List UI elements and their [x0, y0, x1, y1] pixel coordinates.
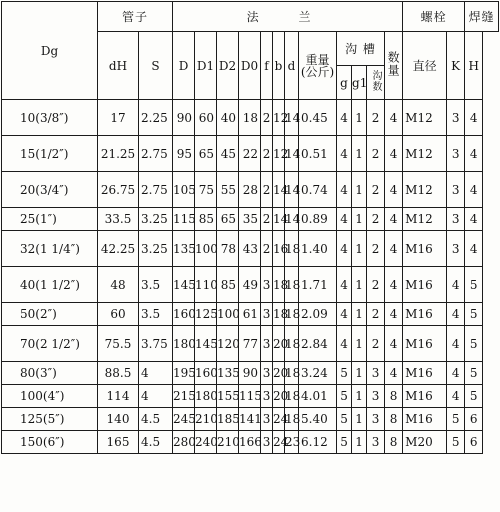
cell-g1: 1: [352, 303, 367, 326]
cell-D: 105: [173, 172, 195, 208]
cell-g: 5: [337, 385, 352, 408]
table-row: [2, 267, 499, 303]
cell-D: 195: [173, 362, 195, 385]
cell-qty: 8: [385, 408, 403, 431]
cell-qty: 8: [385, 431, 403, 454]
cell-D1: 60: [195, 100, 217, 136]
cell-dg: 25(1″): [2, 208, 98, 231]
cell-g: 4: [337, 208, 352, 231]
cell-dH: 75.5: [98, 326, 139, 362]
cell-grooves: 3: [367, 362, 385, 385]
cell-D0: 43: [239, 231, 261, 267]
cell-D0: 22: [239, 136, 261, 172]
cell-grooves: 3: [367, 431, 385, 454]
cell-f: 3: [261, 385, 273, 408]
cell-d: 18: [285, 385, 299, 408]
cell-H: 4: [465, 136, 483, 172]
cell-D2: 155: [217, 385, 239, 408]
col-g1: g1: [352, 66, 367, 100]
cell-D2: 40: [217, 100, 239, 136]
table-row: [2, 208, 499, 231]
cell-H: 4: [465, 208, 483, 231]
pipe-group-header: 管子: [98, 2, 173, 32]
cell-D1: 75: [195, 172, 217, 208]
cell-b: 14: [273, 208, 285, 231]
col-bolt-qty: 数量: [385, 32, 403, 100]
cell-g1: 1: [352, 408, 367, 431]
cell-K: 3: [447, 172, 465, 208]
cell-D2: 65: [217, 208, 239, 231]
cell-b: 20: [273, 362, 285, 385]
col-D1: D1: [195, 32, 217, 100]
cell-S: 2.75: [139, 136, 173, 172]
cell-dg: 125(5″): [2, 408, 98, 431]
cell-g: 5: [337, 408, 352, 431]
cell-K: 3: [447, 208, 465, 231]
cell-S: 4.5: [139, 408, 173, 431]
cell-g1: 1: [352, 326, 367, 362]
cell-f: 3: [261, 431, 273, 454]
cell-D0: 49: [239, 267, 261, 303]
col-bolt-dia: 直径: [403, 32, 447, 100]
cell-dia: M12: [403, 172, 447, 208]
cell-S: 4: [139, 362, 173, 385]
cell-qty: 4: [385, 267, 403, 303]
cell-f: 2: [261, 100, 273, 136]
cell-D1: 180: [195, 385, 217, 408]
cell-D: 160: [173, 303, 195, 326]
cell-g: 4: [337, 136, 352, 172]
cell-H: 6: [465, 408, 483, 431]
cell-qty: 4: [385, 326, 403, 362]
table-row: [2, 362, 499, 385]
cell-D1: 125: [195, 303, 217, 326]
cell-S: 3.5: [139, 303, 173, 326]
cell-qty: 4: [385, 362, 403, 385]
cell-D: 215: [173, 385, 195, 408]
table-row: [2, 431, 499, 454]
cell-b: 18: [273, 267, 285, 303]
cell-dg: 80(3″): [2, 362, 98, 385]
cell-D: 90: [173, 100, 195, 136]
table-row: [2, 408, 499, 431]
cell-K: 3: [447, 136, 465, 172]
cell-dg: 15(1/2″): [2, 136, 98, 172]
col-f: f: [261, 32, 273, 100]
cell-weight: 0.51: [299, 136, 337, 172]
cell-d: 18: [285, 326, 299, 362]
cell-g: 4: [337, 172, 352, 208]
cell-weight: 0.74: [299, 172, 337, 208]
cell-dH: 21.25: [98, 136, 139, 172]
cell-d: 14: [285, 172, 299, 208]
col-D2: D2: [217, 32, 239, 100]
cell-weight: 4.01: [299, 385, 337, 408]
cell-f: 2: [261, 172, 273, 208]
cell-H: 5: [465, 267, 483, 303]
cell-D0: 28: [239, 172, 261, 208]
col-D: D: [173, 32, 195, 100]
cell-H: 5: [465, 326, 483, 362]
cell-D1: 65: [195, 136, 217, 172]
cell-H: 6: [465, 431, 483, 454]
cell-weight: 0.45: [299, 100, 337, 136]
cell-d: 18: [285, 408, 299, 431]
cell-f: 3: [261, 326, 273, 362]
weld-group-header: 焊缝: [465, 2, 499, 32]
cell-b: 14: [273, 172, 285, 208]
cell-weight: 1.40: [299, 231, 337, 267]
cell-dia: M16: [403, 231, 447, 267]
cell-D0: 90: [239, 362, 261, 385]
cell-D2: 78: [217, 231, 239, 267]
flange-dimension-table: [1, 1, 499, 454]
cell-f: 2: [261, 136, 273, 172]
cell-D0: 141: [239, 408, 261, 431]
cell-g1: 1: [352, 172, 367, 208]
cell-H: 5: [465, 362, 483, 385]
cell-grooves: 2: [367, 208, 385, 231]
cell-dg: 10(3/8″): [2, 100, 98, 136]
cell-b: 12: [273, 136, 285, 172]
cell-f: 3: [261, 408, 273, 431]
cell-weight: 3.24: [299, 362, 337, 385]
cell-g: 4: [337, 231, 352, 267]
dg-header: Dg: [2, 2, 98, 100]
cell-S: 4.5: [139, 431, 173, 454]
cell-D0: 77: [239, 326, 261, 362]
cell-K: 3: [447, 100, 465, 136]
cell-g1: 1: [352, 231, 367, 267]
cell-g1: 1: [352, 267, 367, 303]
cell-dg: 32(1 1/4″): [2, 231, 98, 267]
cell-K: 4: [447, 362, 465, 385]
cell-d: 23: [285, 431, 299, 454]
cell-H: 4: [465, 172, 483, 208]
cell-b: 20: [273, 326, 285, 362]
cell-g1: 1: [352, 136, 367, 172]
cell-H: 4: [465, 231, 483, 267]
cell-D2: 185: [217, 408, 239, 431]
cell-f: 3: [261, 303, 273, 326]
cell-dH: 17: [98, 100, 139, 136]
cell-D: 280: [173, 431, 195, 454]
col-K: K: [447, 32, 465, 100]
cell-dH: 140: [98, 408, 139, 431]
cell-d: 18: [285, 231, 299, 267]
cell-K: 5: [447, 431, 465, 454]
col-H: H: [465, 32, 483, 100]
cell-S: 3.75: [139, 326, 173, 362]
table-row: [2, 172, 499, 208]
cell-D0: 115: [239, 385, 261, 408]
cell-S: 4: [139, 385, 173, 408]
col-groove-count: 沟数: [367, 66, 385, 100]
cell-weight: 5.40: [299, 408, 337, 431]
cell-g1: 1: [352, 385, 367, 408]
cell-g: 4: [337, 326, 352, 362]
cell-d: 14: [285, 208, 299, 231]
cell-b: 24: [273, 408, 285, 431]
cell-grooves: 2: [367, 267, 385, 303]
table-row: [2, 385, 499, 408]
cell-D2: 100: [217, 303, 239, 326]
col-g: g: [337, 66, 352, 100]
cell-d: 14: [285, 136, 299, 172]
cell-K: 5: [447, 408, 465, 431]
cell-f: 2: [261, 208, 273, 231]
cell-b: 24: [273, 431, 285, 454]
table-row: [2, 303, 499, 326]
cell-dia: M20: [403, 431, 447, 454]
cell-dia: M16: [403, 326, 447, 362]
bolt-group-header: 螺栓: [403, 2, 465, 32]
cell-b: 18: [273, 303, 285, 326]
cell-weight: 6.12: [299, 431, 337, 454]
cell-g1: 1: [352, 100, 367, 136]
cell-dia: M12: [403, 208, 447, 231]
flange-group-header: 法 兰: [173, 2, 403, 32]
cell-g1: 1: [352, 208, 367, 231]
cell-S: 3.5: [139, 267, 173, 303]
cell-g: 4: [337, 303, 352, 326]
col-S: S: [139, 32, 173, 100]
cell-S: 3.25: [139, 231, 173, 267]
cell-b: 16: [273, 231, 285, 267]
table-row: [2, 136, 499, 172]
cell-qty: 8: [385, 385, 403, 408]
cell-grooves: 2: [367, 100, 385, 136]
cell-D2: 45: [217, 136, 239, 172]
cell-dia: M16: [403, 267, 447, 303]
cell-H: 4: [465, 100, 483, 136]
cell-grooves: 2: [367, 231, 385, 267]
cell-grooves: 3: [367, 385, 385, 408]
cell-dH: 165: [98, 431, 139, 454]
cell-K: 4: [447, 326, 465, 362]
cell-dH: 26.75: [98, 172, 139, 208]
cell-D1: 100: [195, 231, 217, 267]
col-d: d: [285, 32, 299, 100]
cell-D0: 18: [239, 100, 261, 136]
cell-dH: 88.5: [98, 362, 139, 385]
cell-S: 2.75: [139, 172, 173, 208]
cell-dia: M16: [403, 385, 447, 408]
cell-d: 18: [285, 267, 299, 303]
cell-dg: 40(1 1/2″): [2, 267, 98, 303]
cell-dia: M16: [403, 362, 447, 385]
cell-D: 180: [173, 326, 195, 362]
cell-D2: 120: [217, 326, 239, 362]
table-body: [2, 100, 499, 454]
table-row: [2, 100, 499, 136]
cell-weight: 2.09: [299, 303, 337, 326]
cell-d: 18: [285, 362, 299, 385]
col-D0: D0: [239, 32, 261, 100]
cell-dH: 48: [98, 267, 139, 303]
cell-b: 12: [273, 100, 285, 136]
cell-weight: 1.71: [299, 267, 337, 303]
cell-d: 14: [285, 100, 299, 136]
col-dH: dH: [98, 32, 139, 100]
cell-qty: 4: [385, 172, 403, 208]
cell-D1: 240: [195, 431, 217, 454]
cell-D1: 160: [195, 362, 217, 385]
cell-D1: 110: [195, 267, 217, 303]
cell-D0: 35: [239, 208, 261, 231]
cell-D: 95: [173, 136, 195, 172]
cell-K: 4: [447, 267, 465, 303]
cell-qty: 4: [385, 303, 403, 326]
cell-D2: 135: [217, 362, 239, 385]
cell-f: 2: [261, 231, 273, 267]
cell-S: 3.25: [139, 208, 173, 231]
cell-b: 20: [273, 385, 285, 408]
cell-K: 3: [447, 231, 465, 267]
cell-dH: 42.25: [98, 231, 139, 267]
cell-D2: 55: [217, 172, 239, 208]
cell-dia: M16: [403, 303, 447, 326]
cell-D2: 210: [217, 431, 239, 454]
cell-D1: 145: [195, 326, 217, 362]
col-b: b: [273, 32, 285, 100]
cell-S: 2.25: [139, 100, 173, 136]
cell-dia: M12: [403, 100, 447, 136]
cell-grooves: 2: [367, 172, 385, 208]
cell-g: 5: [337, 431, 352, 454]
cell-D: 135: [173, 231, 195, 267]
cell-grooves: 2: [367, 326, 385, 362]
cell-dg: 50(2″): [2, 303, 98, 326]
cell-D: 115: [173, 208, 195, 231]
cell-dg: 70(2 1/2″): [2, 326, 98, 362]
cell-D: 145: [173, 267, 195, 303]
cell-D2: 85: [217, 267, 239, 303]
cell-f: 3: [261, 267, 273, 303]
cell-qty: 4: [385, 136, 403, 172]
cell-dg: 20(3/4″): [2, 172, 98, 208]
cell-dia: M16: [403, 408, 447, 431]
cell-H: 5: [465, 385, 483, 408]
cell-g: 4: [337, 267, 352, 303]
cell-D: 245: [173, 408, 195, 431]
cell-qty: 4: [385, 208, 403, 231]
cell-D1: 210: [195, 408, 217, 431]
cell-qty: 4: [385, 231, 403, 267]
cell-D0: 166: [239, 431, 261, 454]
cell-grooves: 2: [367, 136, 385, 172]
col-weight: 重量(公斤): [299, 32, 337, 100]
cell-g: 5: [337, 362, 352, 385]
cell-dia: M12: [403, 136, 447, 172]
cell-D0: 61: [239, 303, 261, 326]
cell-g1: 1: [352, 362, 367, 385]
cell-K: 4: [447, 303, 465, 326]
cell-K: 4: [447, 385, 465, 408]
table-row: [2, 326, 499, 362]
cell-dH: 33.5: [98, 208, 139, 231]
cell-weight: 0.89: [299, 208, 337, 231]
cell-d: 18: [285, 303, 299, 326]
cell-weight: 2.84: [299, 326, 337, 362]
cell-grooves: 2: [367, 303, 385, 326]
cell-qty: 4: [385, 100, 403, 136]
cell-dH: 114: [98, 385, 139, 408]
cell-H: 5: [465, 303, 483, 326]
cell-dH: 60: [98, 303, 139, 326]
groove-group-header: 沟 槽: [337, 32, 385, 66]
cell-dg: 100(4″): [2, 385, 98, 408]
cell-g1: 1: [352, 431, 367, 454]
cell-dg: 150(6″): [2, 431, 98, 454]
cell-g: 4: [337, 100, 352, 136]
cell-f: 3: [261, 362, 273, 385]
cell-D1: 85: [195, 208, 217, 231]
table-row: [2, 231, 499, 267]
cell-grooves: 3: [367, 408, 385, 431]
